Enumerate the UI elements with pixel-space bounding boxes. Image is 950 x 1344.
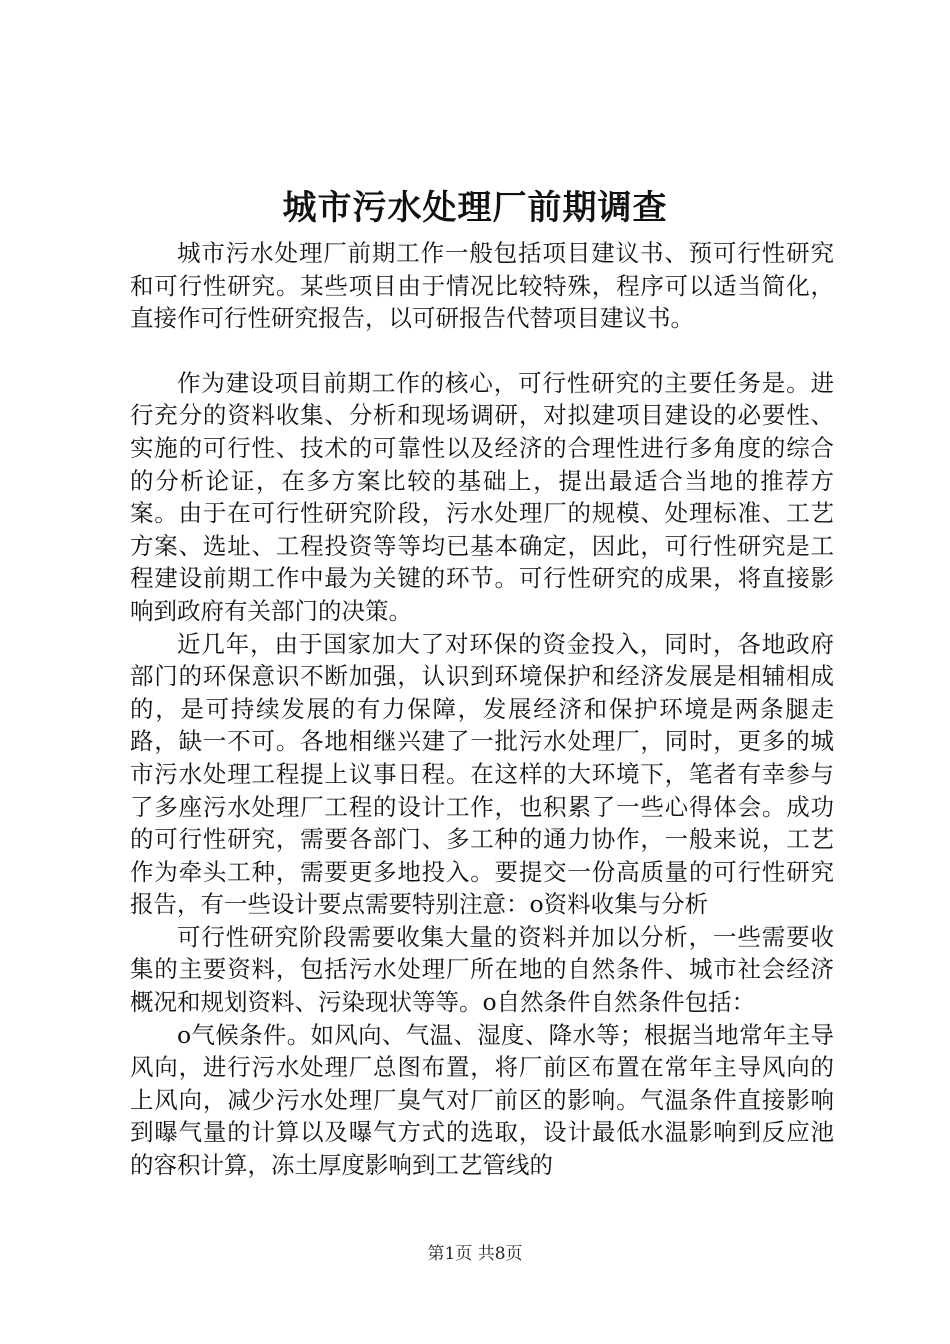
paragraph-3: 近几年，由于国家加大了对环保的资金投入，同时，各地政府部门的环保意识不断加强，认识到环境保护和经济发展是相辅相成的，是可持续发展的有力保障，发展经济和保护环境是两条腿走路，缺一不可。各地相继兴建了一批污水处理厂，同时，更多的城市污水处理工程提上议事日程。在这样的大环境下，笔者有幸参与了多座污水处理厂工程的设计工作，也积累了一些心得体会。成功的可行性研究，需要各部门、多工种的通力协作，一般来说，工艺作为牵头工种，需要更多地投入。要提交一份高质量的可行性研究报告，有一些设计要点需要特别注意：o资料收集与分析 (130, 629, 834, 919)
document-body (130, 237, 834, 1182)
page-number-footer: 第1页 共8页 (427, 1244, 523, 1264)
paragraph-2: 作为建设项目前期工作的核心，可行性研究的主要任务是。进行充分的资料收集、分析和现场调研，对拟建项目建设的必要性、实施的可行性、技术的可靠性以及经济的合理性进行多角度的综合的分析论证，在多方案比较的基础上，提出最适合当地的推荐方案。由于在可行性研究阶段，污水处理厂的规模、处理标准、工艺方案、选址、工程投资等等均已基本确定，因此，可行性研究是工程建设前期工作中最为关键的环节。可行性研究的成果，将直接影响到政府有关部门的决策。 (130, 368, 834, 625)
document-title: 城市污水处理厂前期调查 (282, 188, 668, 228)
paragraph-5: o气候条件。如风向、气温、湿度、降水等；根据当地常年主导风向，进行污水处理厂总图布置，将厂前区布置在常年主导风向的上风向，减少污水处理厂臭气对厂前区的影响。气温条件直接影响到曝气量的计算以及曝气方式的选取，设计最低水温影响到反应池的容积计算，冻土厚度影响到工艺管线的 (130, 1020, 834, 1180)
paragraph-1: 城市污水处理厂前期工作一般包括项目建议书、预可行性研究和可行性研究。某些项目由于情况比较特殊，程序可以适当简化，直接作可行性研究报告，以可研报告代替项目建议书。 (130, 239, 834, 333)
paragraph-4: 可行性研究阶段需要收集大量的资料并加以分析，一些需要收集的主要资料，包括污水处理厂所在地的自然条件、城市社会经济概况和规划资料、污染现状等等。o自然条件自然条件包括： (130, 922, 834, 1017)
